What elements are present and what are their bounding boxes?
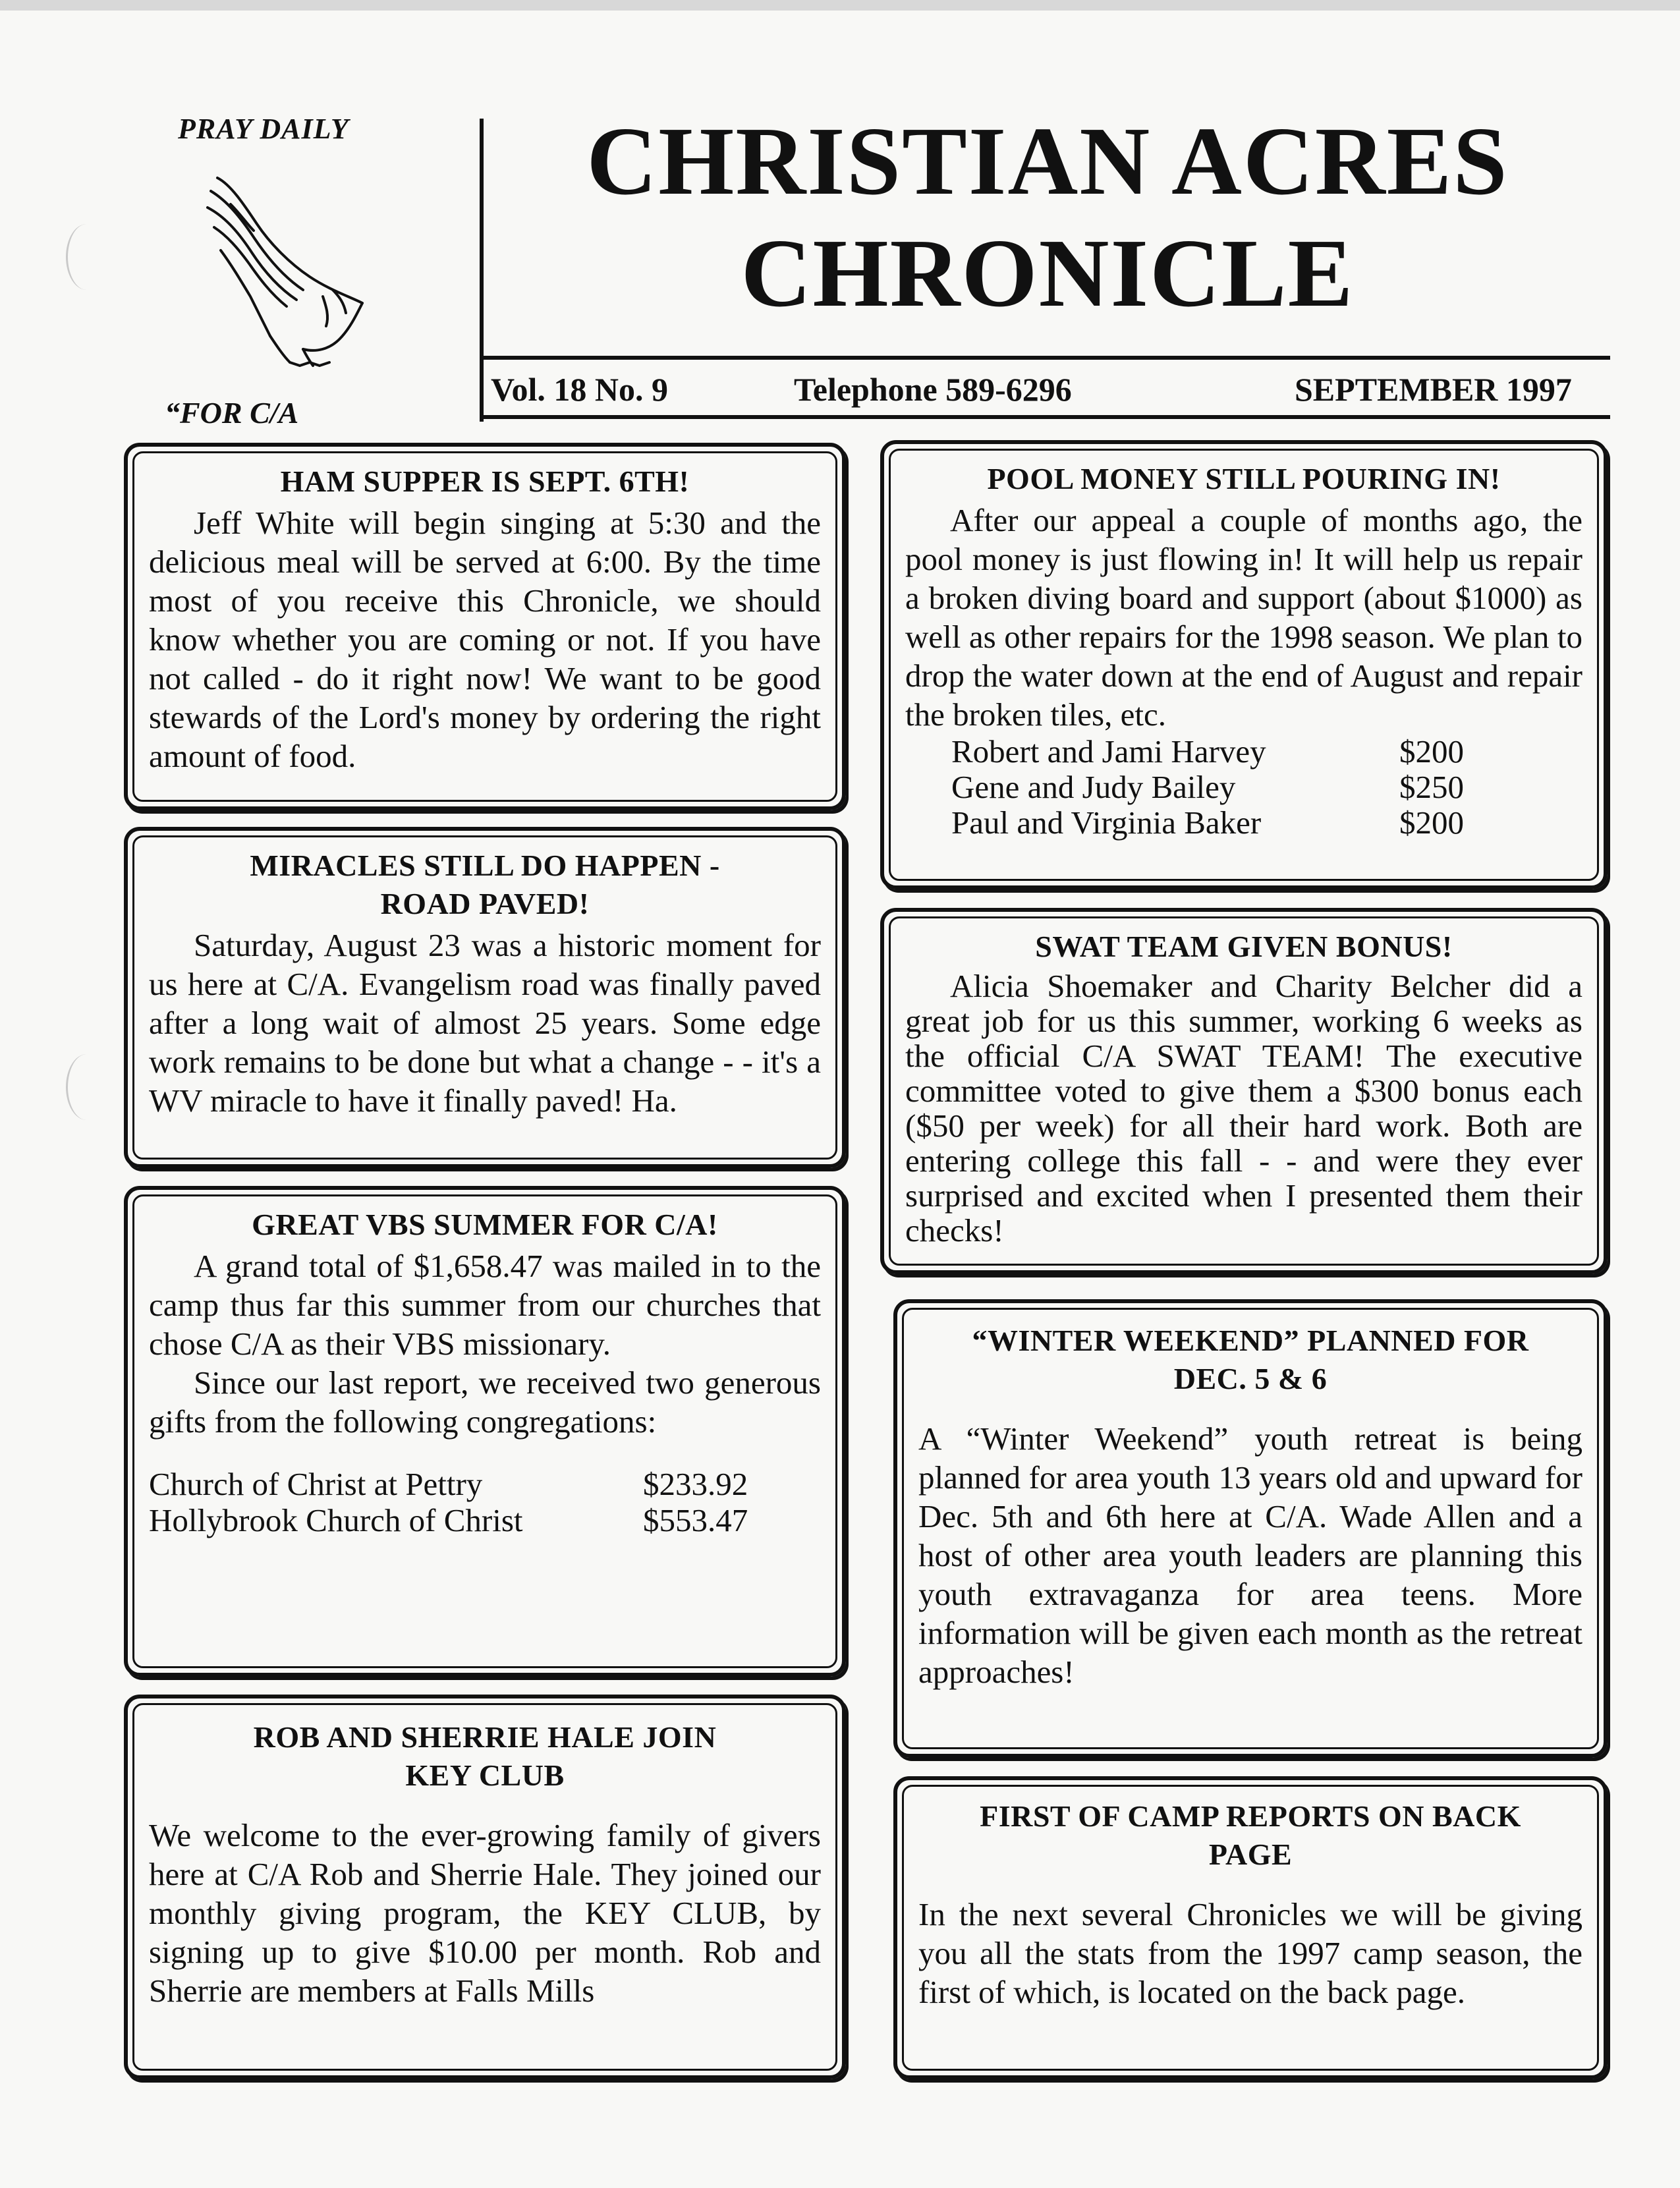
title-line-1: CHRISTIAN ACRES — [586, 107, 1509, 215]
for-ca-label: “FOR C/A — [165, 396, 299, 430]
gift-amount: $200 — [1399, 804, 1464, 841]
gift-amount: $553.47 — [643, 1502, 748, 1538]
article-heading: POOL MONEY STILL POURING IN! — [987, 462, 1501, 495]
masthead-rule-top — [484, 356, 1610, 360]
article-body: A grand total of $1,658.47 was mailed in to the camp thus far this summer from our churches that chose C/A as their VBS missionary. — [149, 1248, 821, 1362]
heading-line: KEY CLUB — [405, 1758, 565, 1792]
heading-line: “WINTER WEEKEND” PLANNED FOR — [972, 1324, 1529, 1357]
heading-line: ROB AND SHERRIE HALE JOIN — [253, 1720, 717, 1754]
article-heading: SWAT TEAM GIVEN BONUS! — [1035, 930, 1453, 963]
article-body: Saturday, August 23 was a historic moment for us here at C/A. Evangelism road was finally paved after a long wait of almost 25 years. Some edge work remains to be done but what a change - - it's a WV miracle to have it finally paved! Ha. — [149, 927, 821, 1119]
article-swat-team — [880, 908, 1608, 1274]
pray-daily-label: PRAY DAILY — [178, 113, 349, 145]
article-heading: HAM SUPPER IS SEPT. 6TH! — [280, 464, 690, 498]
article-body: In the next several Chronicles we will be giving you all the stats from the 1997 camp season, the first of which, is located on the back page. — [918, 1896, 1582, 2010]
article-key-club — [124, 1695, 846, 2079]
gift-row — [905, 770, 1582, 805]
volume-number: Vol. 18 No. 9 — [491, 371, 669, 408]
issue-date: SEPTEMBER 1997 — [1295, 371, 1572, 408]
heading-line: DEC. 5 & 6 — [1173, 1362, 1328, 1395]
gift-name: Gene and Judy Bailey — [951, 769, 1236, 805]
article-vbs — [124, 1186, 846, 1677]
article-heading — [149, 1718, 821, 1795]
heading-line: PAGE — [1208, 1837, 1293, 1871]
gift-amount: $250 — [1399, 769, 1464, 805]
article-camp-reports — [893, 1776, 1608, 2079]
gift-name: Robert and Jami Harvey — [951, 733, 1266, 770]
article-body: A “Winter Weekend” youth retreat is being planned for area youth 13 years old and upward for Dec. 5th and 6th here at C/A. Wade Allen and a host of other area youth leaders are planning this youth extravaganza for area teens. More information will be given each month as the retreat approaches! — [918, 1420, 1582, 1690]
gift-row — [905, 734, 1582, 770]
title-line-2: CHRONICLE — [741, 219, 1355, 327]
article-heading — [918, 1797, 1582, 1874]
heading-line: FIRST OF CAMP REPORTS ON BACK — [980, 1799, 1521, 1833]
gift-row — [149, 1502, 821, 1538]
scan-top-edge — [0, 0, 1680, 11]
gift-name: Paul and Virginia Baker — [951, 804, 1262, 841]
article-heading: GREAT VBS SUMMER FOR C/A! — [252, 1208, 718, 1241]
gift-name: Hollybrook Church of Christ — [149, 1502, 523, 1538]
gift-row — [149, 1466, 821, 1502]
article-body: Jeff White will begin singing at 5:30 and the delicious meal will be served at 6:00. By the time most of you receive this Chronicle, we should know whether you are coming or not. If you have not called - do it right now! We want to be good stewards of the Lord's money by ordering the right amount of food. — [149, 505, 821, 774]
gift-row — [905, 805, 1582, 841]
newsletter-title — [488, 105, 1608, 329]
article-body: After our appeal a couple of months ago, the pool money is just flowing in! It will help us repair a broken diving board and support (about $1000) as well as other repairs for the 1998 season. We plan to drop the water down at the end of August and repair the broken tiles, etc. — [905, 502, 1582, 733]
article-pool-money — [880, 440, 1608, 889]
masthead-rule-bottom — [484, 415, 1610, 419]
masthead-left-panel — [132, 105, 474, 435]
masthead-divider — [480, 119, 484, 422]
heading-line: ROAD PAVED! — [380, 887, 590, 920]
gift-amount: $200 — [1399, 733, 1464, 770]
heading-line: MIRACLES STILL DO HAPPEN - — [250, 849, 720, 882]
punch-hole-mark — [66, 1054, 107, 1120]
article-heading — [918, 1322, 1582, 1398]
article-body: We welcome to the ever-growing family of givers here at C/A Rob and Sherrie Hale. They joined our monthly giving program, the KEY CLUB, by signing up to give $10.00 per month. Rob and Sherrie are members at Falls Mills — [149, 1817, 821, 2009]
gift-name: Church of Christ at Pettry — [149, 1466, 483, 1502]
article-body: Since our last report, we received two generous gifts from the following congregations: — [149, 1364, 821, 1440]
telephone-number: Telephone 589-6296 — [794, 371, 1072, 408]
article-body: Alicia Shoemaker and Charity Belcher did a great job for us this summer, working 6 weeks as the official C/A SWAT TEAM! The executive committee voted to give them a $300 bonus each ($50 per week) for all their hard work. Both are entering college this fall - - and were they ever surprised and excited when I presented them their checks! — [905, 968, 1582, 1248]
praying-hands-icon — [191, 165, 389, 376]
punch-hole-mark — [66, 224, 107, 290]
article-heading — [149, 847, 821, 923]
article-winter-weekend — [893, 1299, 1608, 1758]
article-miracles — [124, 827, 846, 1168]
gift-amount: $233.92 — [643, 1466, 748, 1502]
article-ham-supper — [124, 443, 846, 810]
